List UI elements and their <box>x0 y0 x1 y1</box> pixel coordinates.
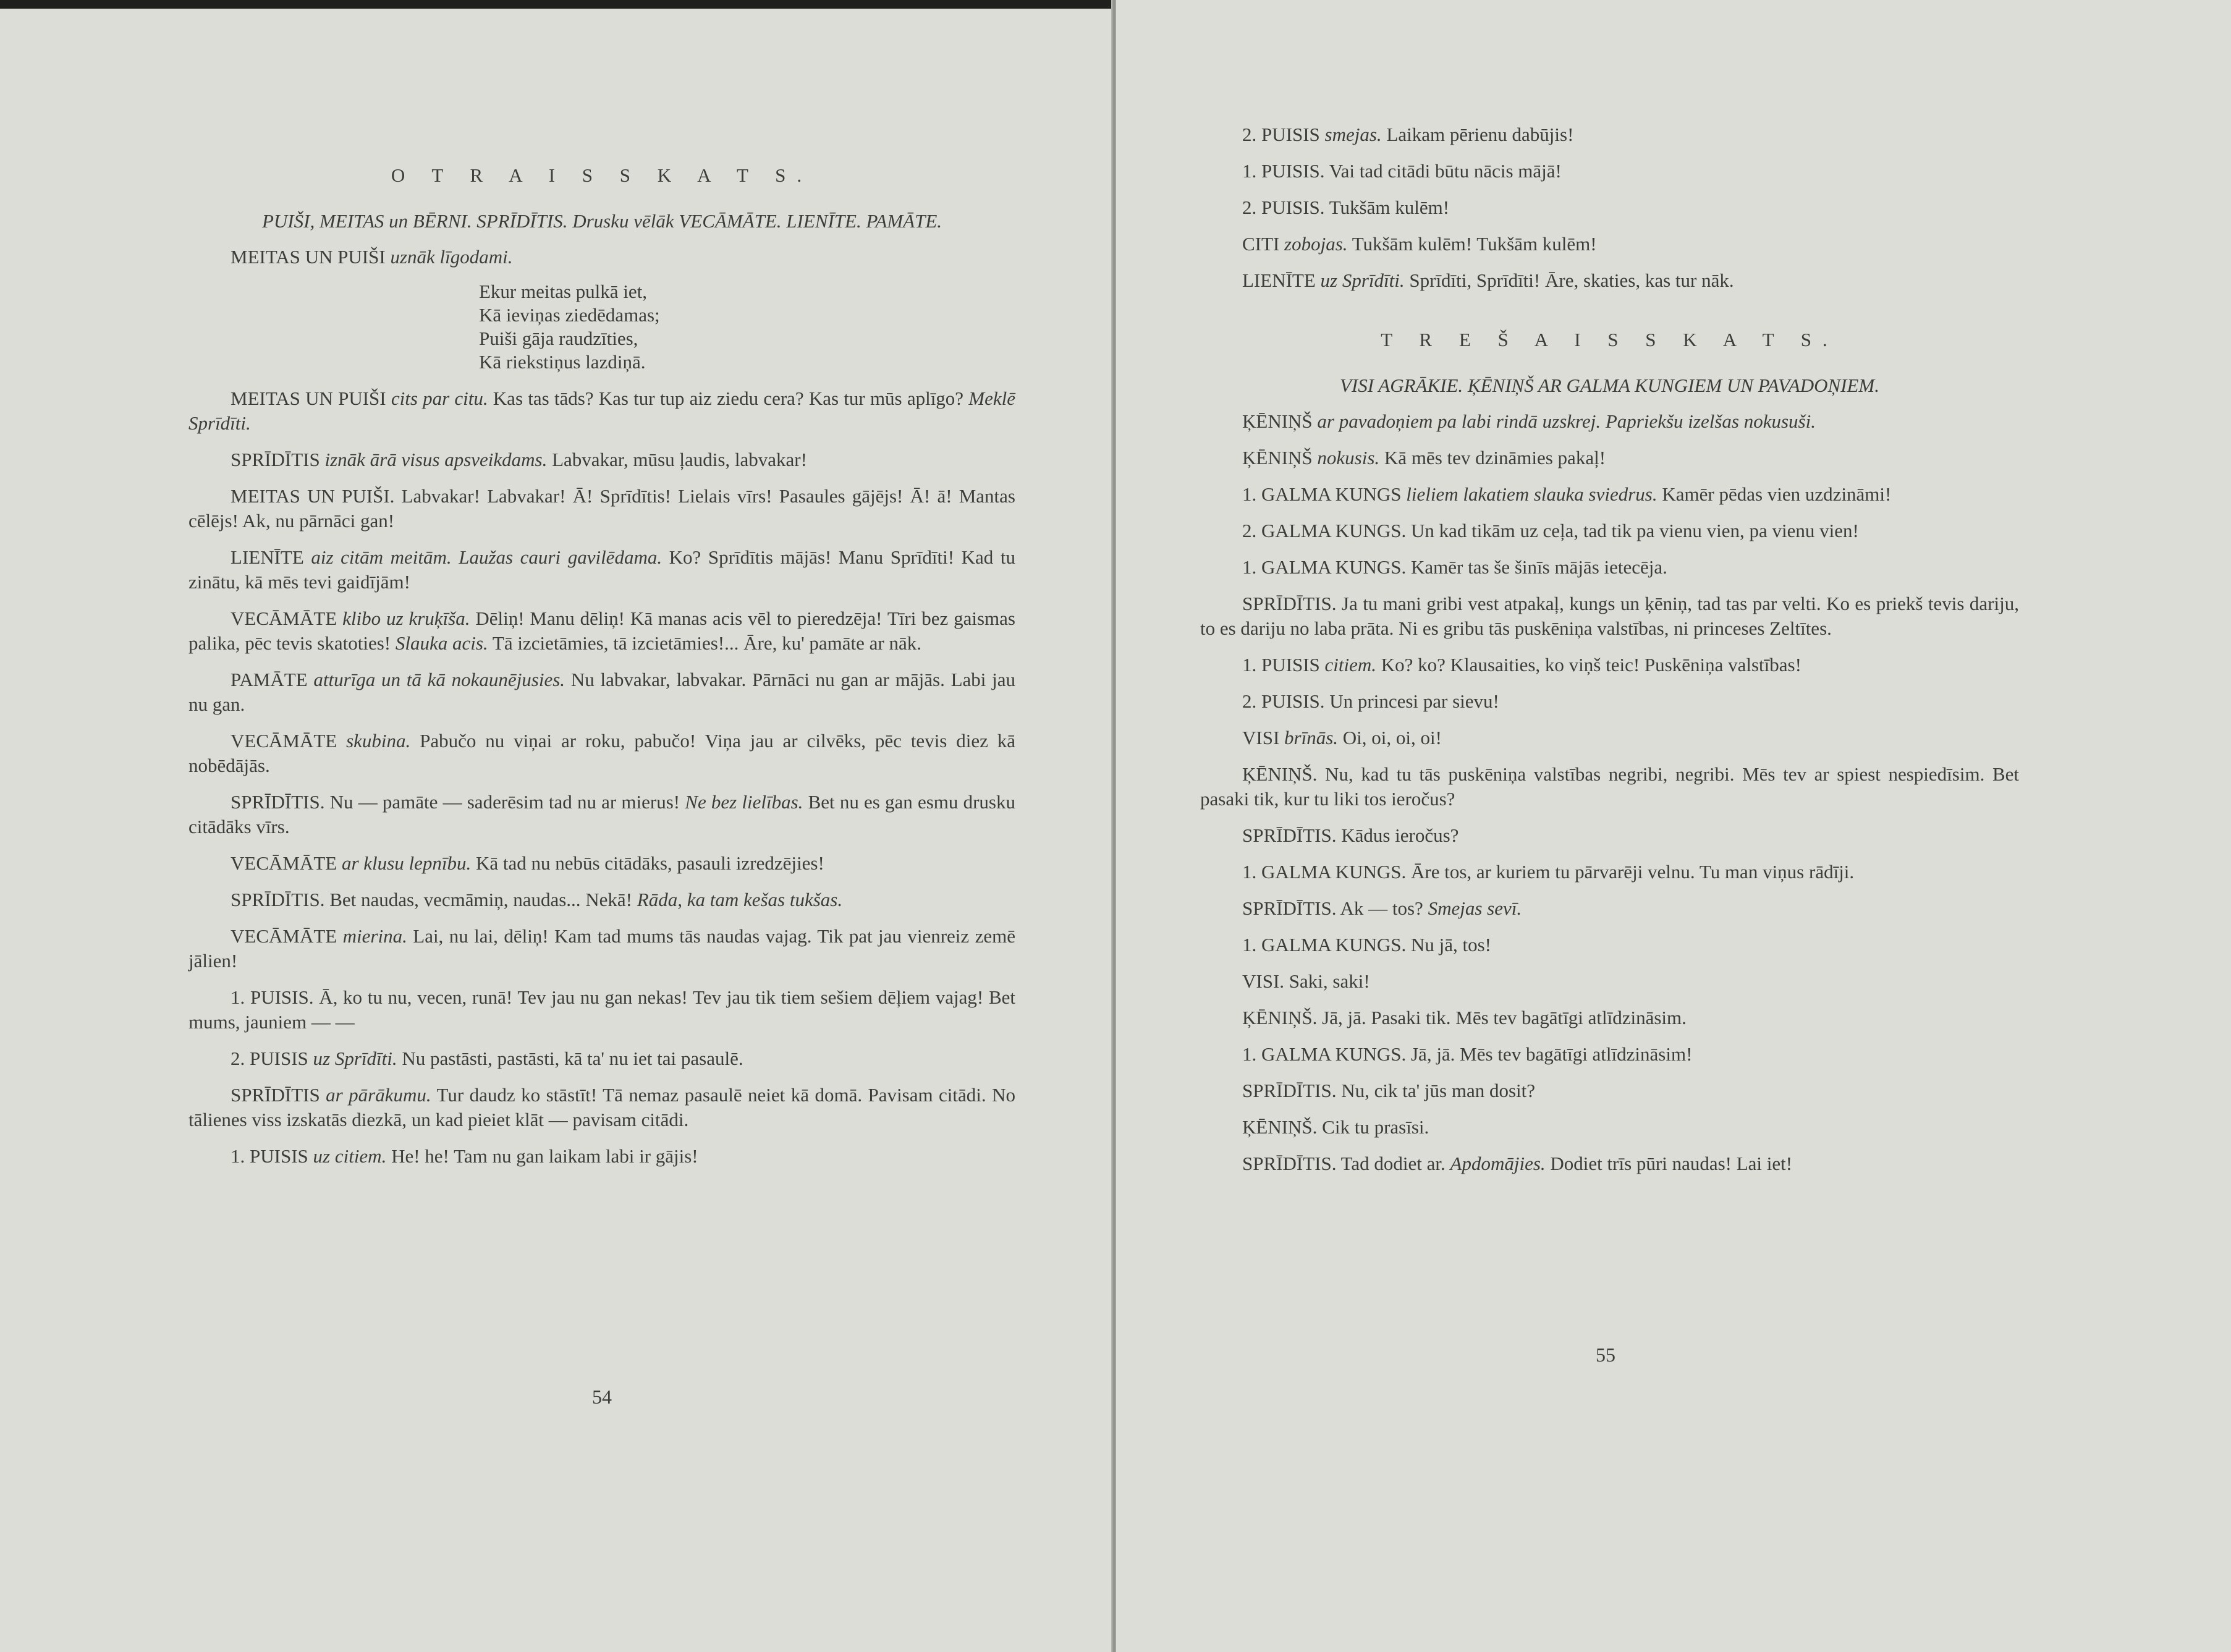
dialogue-line: LIENĪTE uz Sprīdīti. Sprīdīti, Sprīdīti! Āre, skaties, kas tur nāk. <box>1242 269 1734 291</box>
dialogue-line: 2. PUISIS. Un princesi par sievu! <box>1242 690 1499 712</box>
dialogue-line: SPRĪDĪTIS. Ja tu mani gribi vest atpakaļ, kungs un ķēniņ, tad tas par velti. Ko es priekš tevis dariju, to es dariju no laba prāta. Ni es gribu tās puskēniņa valstības, ni princeses Zeltītes. <box>1200 593 2019 639</box>
verse-line: Ekur meitas pulkā iet, <box>479 281 648 302</box>
dialogue-line: SPRĪDĪTIS ar pārākumu. Tur daudz ko stāstīt! Tā nemaz pasaulē neiet kā domā. Pavisam citādi. No tālienes viss izskatās diezkā, un kad pieiet klāt — pavisam citādi. <box>188 1084 1015 1130</box>
dialogue-line: 1. PUISIS citiem. Ko? ko? Klausaities, ko viņš teic! Puskēniņa valstības! <box>1242 654 1801 676</box>
scene-title: O T R A I S S K A T S. <box>391 164 813 186</box>
dialogue-line: LIENĪTE aiz citām meitām. Laužas cauri gavilēdama. Ko? Sprīdītis mājās! Manu Sprīdīti! Kad tu zinātu, kā mēs tevi gaidījām! <box>188 546 1015 593</box>
dialogue-line: 2. GALMA KUNGS. Un kad tikām uz ceļa, tad tik pa vienu vien, pa vienu vien! <box>1242 520 1859 541</box>
dialogue-line: 1. PUISIS. Ā, ko tu nu, vecen, runā! Tev jau nu gan nekas! Tev jau tik tiem sešiem dēļiem vajag! Bet mums, jauniem — — <box>188 986 1015 1033</box>
dialogue-line: 1. PUISIS. Vai tad citādi būtu nācis mājā! <box>1242 160 1562 182</box>
dialogue-line: ĶĒNIŅŠ. Nu, kad tu tās puskēniņa valstības negribi, negribi. Mēs tev ar spiest nespiedīsim. Bet pasaki tik, kur tu liki tos ieročus? <box>1200 763 2019 810</box>
dialogue-line: SPRĪDĪTIS. Ak — tos? Smejas sevī. <box>1242 897 1522 919</box>
dialogue-line: SPRĪDĪTIS. Kādus ieročus? <box>1242 824 1459 846</box>
dialogue-line: 1. GALMA KUNGS lieliem lakatiem slauka sviedrus. Kamēr pēdas vien uzdzināmi! <box>1242 483 1892 505</box>
dialogue-line: ĶĒNIŅŠ ar pavadoņiem pa labi rindā uzskrej. Papriekšu izelšas nokusuši. <box>1242 410 1816 432</box>
dialogue-line: SPRĪDĪTIS. Nu — pamāte — saderēsim tad nu ar mierus! Ne bez lielības. Bet nu es gan esmu drusku citādāks vīrs. <box>188 791 1015 837</box>
dialogue-line: PAMĀTE atturīga un tā kā nokaunējusies. Nu labvakar, labvakar. Pārnāci nu gan ar mājās. Labi jau nu gan. <box>188 669 1016 715</box>
dialogue-line: VECĀMĀTE skubina. Pabučo nu viņai ar roku, pabučo! Viņa jau ar cilvēks, pēc tevis diez kā nobēdājās. <box>188 730 1015 776</box>
dialogue-line: SPRĪDĪTIS iznāk ārā visus apsveikdams. Labvakar, mūsu ļaudis, labvakar! <box>231 449 807 470</box>
dialogue-line: VISI brīnās. Oi, oi, oi, oi! <box>1242 727 1442 748</box>
dialogue-line: 2. PUISIS uz Sprīdīti. Nu pastāsti, pastāsti, kā ta' nu iet tai pasaulē. <box>231 1048 743 1069</box>
dialogue-line: SPRĪDĪTIS. Nu, cik ta' jūs man dosit? <box>1242 1080 1536 1101</box>
dialogue-line: MEITAS UN PUIŠI. Labvakar! Labvakar! Ā! Sprīdītis! Lielais vīrs! Pasaules gājējs! Ā! ā! Mantas cēlējs! Ak, nu pārnāci gan! <box>188 485 1015 532</box>
page-number: 54 <box>592 1386 612 1408</box>
dialogue-line: VISI. Saki, saki! <box>1242 970 1370 992</box>
page-number: 55 <box>1596 1344 1615 1366</box>
song-verse <box>479 280 1015 374</box>
dialogue-line: 1. GALMA KUNGS. Āre tos, ar kuriem tu pārvarēji velnu. Tu man viņus rādīji. <box>1242 861 1855 883</box>
scene-title: T R E Š A I S S K A T S. <box>1381 329 1839 350</box>
dialogue-line: ĶĒNIŅŠ. Cik tu prasīsi. <box>1242 1116 1429 1138</box>
dialogue-line: 1. GALMA KUNGS. Jā, jā. Mēs tev bagātīgi atlīdzināsim! <box>1242 1043 1693 1065</box>
dialogue-line: CITI zobojas. Tukšām kulēm! Tukšām kulēm! <box>1242 233 1597 255</box>
dialogue-line: 2. PUISIS smejas. Laikam pērienu dabūjis! <box>1242 124 1574 145</box>
right-text-column <box>1200 122 2019 1188</box>
dialogue-line: 1. PUISIS uz citiem. He! he! Tam nu gan laikam labi ir gājis! <box>231 1145 698 1167</box>
dialogue-line: VECĀMĀTE mierina. Lai, nu lai, dēliņ! Kam tad mums tās naudas vajag. Tik pat jau vienreiz zemē jālien! <box>188 925 1015 972</box>
dialogue-line: SPRĪDĪTIS. Bet naudas, vecmāmiņ, naudas... Nekā! Rāda, ka tam kešas tukšas. <box>231 889 843 910</box>
verse-line: Kā riekstiņus lazdiņā. <box>479 351 646 373</box>
dialogue-line: MEITAS UN PUIŠI uznāk līgodami. <box>231 246 513 268</box>
dialogue-line: 2. PUISIS. Tukšām kulēm! <box>1242 197 1450 218</box>
dialogue-line: ĶĒNIŅŠ nokusis. Kā mēs tev dzināmies pakaļ! <box>1242 447 1606 468</box>
verse-line: Puiši gāja raudzīties, <box>479 328 638 349</box>
left-page <box>0 0 1112 1652</box>
left-text-column <box>188 157 1015 1180</box>
stage-direction: PUIŠI, MEITAS un BĒRNI. SPRĪDĪTIS. Drusku vēlāk VECĀMĀTE. LIENĪTE. PAMĀTE. <box>261 210 942 232</box>
dialogue-line: VECĀMĀTE ar klusu lepnību. Kā tad nu nebūs citādāks, pasauli izredzējies! <box>231 852 824 874</box>
dialogue-line: SPRĪDĪTIS. Tad dodiet ar. Apdomājies. Dodiet trīs pūri naudas! Lai iet! <box>1242 1153 1793 1174</box>
dialogue-line: VECĀMĀTE klibo uz kruķīša. Dēliņ! Manu dēliņ! Kā manas acis vēl to pieredzēja! Tīri bez gaismas palika, pēc tevis skatoties! Slauka acis. Tā izcietāmies, tā izcietāmies!... Āre, ku' pamāte ar nāk. <box>188 608 1015 654</box>
dialogue-line: 1. GALMA KUNGS. Nu jā, tos! <box>1242 934 1491 955</box>
dialogue-line: 1. GALMA KUNGS. Kamēr tas še šinīs mājās ietecēja. <box>1242 556 1667 578</box>
stage-direction: VISI AGRĀKIE. ĶĒNIŅŠ AR GALMA KUNGIEM UN PAVADOŅIEM. <box>1340 375 1879 396</box>
verse-line: Kā ieviņas ziedēdamas; <box>479 304 660 326</box>
dialogue-line: ĶĒNIŅŠ. Jā, jā. Pasaki tik. Mēs tev bagātīgi atlīdzināsim. <box>1242 1007 1687 1028</box>
dialogue-line: MEITAS UN PUIŠI cits par citu. Kas tas tāds? Kas tur tup aiz ziedu cera? Kas tur mūs aplīgo? Meklē Sprīdīti. <box>188 388 1015 434</box>
